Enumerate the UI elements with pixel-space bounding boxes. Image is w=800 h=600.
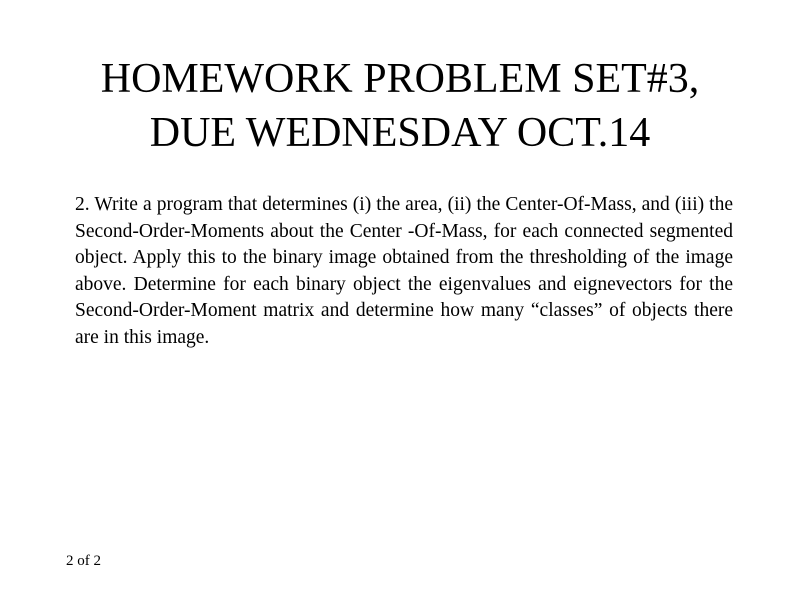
page-number: 2 of 2: [66, 553, 101, 569]
problem-text: 2. Write a program that determines (i) the area, (ii) the Center-Of-Mass, and (iii) the Second-Order-Moments about the Center -Of-Mass, for each connected segmented object. Apply this to the binary image obtained from the thresholding of the image above. Determine for each binary object the eigenvalues and eignevectors for the Second-Order-Moment matrix and determine how many “classes” of objects there are in this image.: [75, 194, 733, 348]
title-line-1: HOMEWORK PROBLEM SET#3,: [100, 56, 700, 102]
slide-title: [0, 52, 800, 160]
title-line-2: DUE WEDNESDAY OCT.14: [149, 110, 651, 156]
